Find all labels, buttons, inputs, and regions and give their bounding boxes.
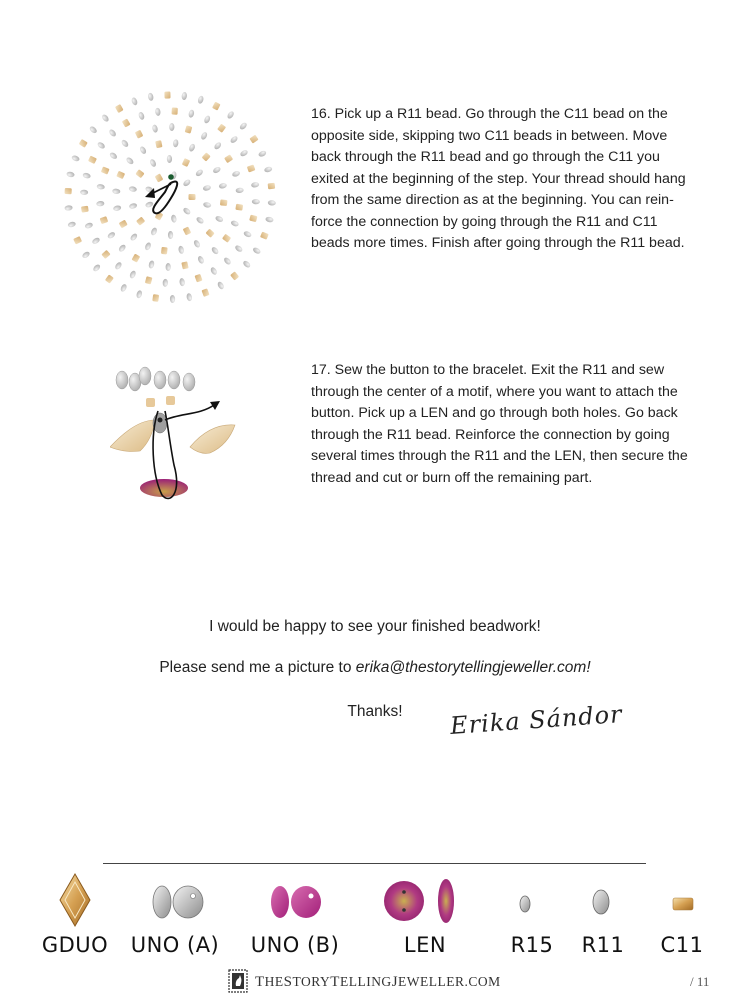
r11-bead <box>169 123 174 131</box>
gduo-bead-icon <box>60 874 90 926</box>
c11-bead <box>88 156 97 164</box>
r11-bead <box>128 186 137 193</box>
r11-bead <box>81 250 91 259</box>
len-bead-icon <box>384 879 454 923</box>
r11-bead <box>179 278 185 287</box>
r11-bead <box>96 184 105 190</box>
r11-bead <box>186 293 193 302</box>
r11-bead <box>118 243 127 252</box>
r11-bead <box>131 97 139 106</box>
closing-line-2-prefix: Please send me a picture to <box>159 659 356 676</box>
c11-bead <box>230 271 239 280</box>
r11-bead <box>197 95 204 104</box>
r11-bead <box>89 125 98 134</box>
r11-bead <box>147 92 154 101</box>
c11-bead <box>115 104 124 113</box>
c11-bead <box>136 217 145 226</box>
r15-bead-icon <box>520 896 530 912</box>
r11-bead <box>168 231 173 239</box>
c11-bead <box>101 166 110 174</box>
c11-bead <box>100 216 109 224</box>
c11-bead <box>222 234 231 243</box>
r11-bead <box>149 158 157 167</box>
r11-bead <box>109 151 119 160</box>
r11-bead <box>165 263 170 271</box>
arrow-head-icon <box>210 401 220 410</box>
r11-bead <box>203 202 212 209</box>
r11-bead <box>120 283 128 292</box>
legend-label-r11: R11 <box>581 933 625 957</box>
r11-bead <box>139 145 147 155</box>
c11-bead <box>189 194 196 200</box>
legend-label-uno-b: UNO (B) <box>250 933 340 957</box>
r11-bead <box>252 246 262 255</box>
r11-bead <box>188 109 195 118</box>
r11-bead <box>213 141 222 150</box>
r11-bead <box>264 166 273 173</box>
closing-line-2 <box>100 659 650 677</box>
r11-bead <box>252 199 260 205</box>
r11-bead <box>91 237 101 246</box>
c11-bead <box>182 158 190 167</box>
r11-bead <box>215 215 224 223</box>
r11-bead <box>114 261 123 271</box>
r11-bead <box>129 270 137 279</box>
step-16-text: 16. Pick up a R11 bead. Go through the C11 bead on the opposite side, skipping two C11 beads in between. Move back through the R11 bead and go through the C11 you exited at the beginning of the step. Your thread should hang from the same direction as at the beginning. You can rein-force the connection by going through the R11 and C11 beads more times. Finish after going through the R11 bead. <box>311 106 686 251</box>
c11-bead <box>235 204 243 211</box>
email-link[interactable]: erika@thestorytellingjeweller.com! <box>355 659 591 676</box>
r11-bead <box>223 256 232 265</box>
c11-bead <box>73 236 82 244</box>
r11-bead <box>92 263 101 272</box>
c11-bead <box>181 261 188 269</box>
c11-bead <box>185 125 193 133</box>
r11-bead <box>148 260 155 269</box>
uno-a-bead-icon <box>153 886 203 918</box>
c11-bead <box>145 276 153 284</box>
signature: Erika Sándor <box>449 700 624 740</box>
r11-bead <box>107 231 117 240</box>
r11-bead-icon <box>593 890 609 914</box>
r11-bead <box>230 220 239 228</box>
r11-bead <box>101 113 110 122</box>
step-16-diagram <box>55 82 285 312</box>
legend-label-uno-a: UNO (A) <box>130 933 220 957</box>
c11-bead <box>116 171 125 179</box>
r11-bead <box>162 279 168 287</box>
c11-bead <box>119 220 128 229</box>
r11-bead <box>200 131 208 141</box>
r11-bead <box>242 260 251 269</box>
r11-bead <box>217 281 225 291</box>
c11-bead <box>152 294 159 302</box>
r11-bead <box>66 171 75 178</box>
r11-bead <box>138 111 146 120</box>
r11-bead <box>229 135 238 144</box>
r11-bead <box>144 242 152 251</box>
r11-bead <box>181 92 187 101</box>
r11-bead <box>195 168 204 177</box>
r11-bead <box>113 205 122 212</box>
r11-bead <box>203 115 211 124</box>
c11-bead <box>249 215 257 223</box>
c11-bead <box>212 102 221 111</box>
legend-label-r15: R15 <box>510 933 554 957</box>
c11-bead <box>224 154 233 163</box>
r11-bead <box>197 255 205 264</box>
r11-bead <box>212 166 222 174</box>
r11-bead <box>243 230 252 238</box>
closing-line-1: I would be happy to see your finished beadwork! <box>209 618 541 635</box>
r11-bead <box>64 205 73 211</box>
r11-bead <box>251 182 260 188</box>
c11-bead <box>201 288 209 297</box>
c11-bead <box>155 140 162 148</box>
c11-bead <box>164 91 170 98</box>
r11-bead <box>239 149 249 158</box>
brand-name[interactable]: THESTORYTELLINGJEWELLER.COM <box>255 974 501 990</box>
r11-bead <box>182 178 191 187</box>
r11-bead <box>170 295 175 303</box>
r11-bead <box>152 124 159 133</box>
r11-bead <box>202 185 211 192</box>
c11-bead <box>205 229 214 238</box>
r11-bead <box>265 216 274 223</box>
r11-bead <box>108 128 117 137</box>
c11-bead <box>132 254 141 263</box>
c11-bead <box>122 118 131 127</box>
c11-bead <box>161 247 168 255</box>
c11-bead <box>217 124 226 133</box>
c11-bead <box>79 139 88 148</box>
c11-bead-icon <box>673 898 693 910</box>
r11-bead <box>195 216 205 225</box>
r11-bead <box>71 154 80 162</box>
legend-label-gduo: GDUO <box>41 933 109 957</box>
legend-label-c11: C11 <box>660 933 704 957</box>
r11-bead <box>112 188 121 194</box>
r11-bead <box>125 156 134 165</box>
r11-bead <box>120 139 129 148</box>
step-17-text: 17. Sew the button to the bracelet. Exit the R11 and sew through the center of a motif, where you want to attach the button. Pick up a LEN and go through both holes. Go back through the R11 bead. Reinforce the connection by going several times through the R11 and the LEN, then secure the thread and cut or burn off the remaining part. <box>311 362 688 486</box>
r11-bead <box>167 155 172 163</box>
r11-bead <box>188 143 196 152</box>
c11-bead <box>183 227 191 236</box>
page-number: / 11 <box>690 974 710 989</box>
c11-bead <box>249 135 258 144</box>
r11-bead <box>129 203 138 210</box>
r11-bead <box>129 232 138 241</box>
c11-bead <box>268 183 276 190</box>
c11-bead <box>155 173 164 182</box>
r11-bead <box>258 150 267 158</box>
c11-bead <box>202 152 211 161</box>
thanks-text: Thanks! <box>347 703 403 720</box>
r11-bead <box>150 227 158 236</box>
r11-bead <box>145 201 154 209</box>
r11-bead <box>234 244 244 253</box>
r11-bead <box>193 239 201 249</box>
r11-bead <box>178 245 185 254</box>
r11-bead <box>210 266 219 276</box>
r11-bead <box>268 200 276 206</box>
c11-bead <box>101 250 110 259</box>
c11-bead <box>135 130 143 139</box>
r11-bead <box>67 221 76 228</box>
r11-bead <box>171 214 178 223</box>
r11-bead <box>84 222 93 230</box>
c11-bead <box>81 206 89 213</box>
r11-bead <box>96 141 106 150</box>
c11-bead <box>65 188 72 194</box>
brand-logo-icon <box>228 969 248 993</box>
r11-bead <box>136 290 143 299</box>
c11-bead <box>105 274 114 283</box>
c11-bead <box>260 232 269 240</box>
legend-label-len: LEN <box>403 933 447 957</box>
r11-bead <box>82 172 91 179</box>
r11-bead <box>226 110 235 120</box>
c11-bead <box>247 164 256 172</box>
c11-bead <box>220 199 228 206</box>
r11-bead <box>210 246 219 255</box>
step-17-diagram <box>110 365 260 505</box>
r11-bead <box>96 201 104 207</box>
r11-bead <box>235 187 243 193</box>
c11-bead <box>172 107 178 114</box>
c11-bead <box>135 169 144 178</box>
legend-icons <box>0 868 750 930</box>
r11-bead <box>182 207 191 216</box>
r11-bead <box>218 182 227 189</box>
r11-bead <box>231 170 240 178</box>
r11-bead <box>239 121 248 130</box>
c11-bead <box>195 274 203 283</box>
r11-bead <box>155 108 161 117</box>
r11-bead <box>80 189 88 195</box>
uno-b-bead-icon <box>271 886 321 918</box>
divider <box>103 863 646 864</box>
r11-bead <box>173 139 179 148</box>
